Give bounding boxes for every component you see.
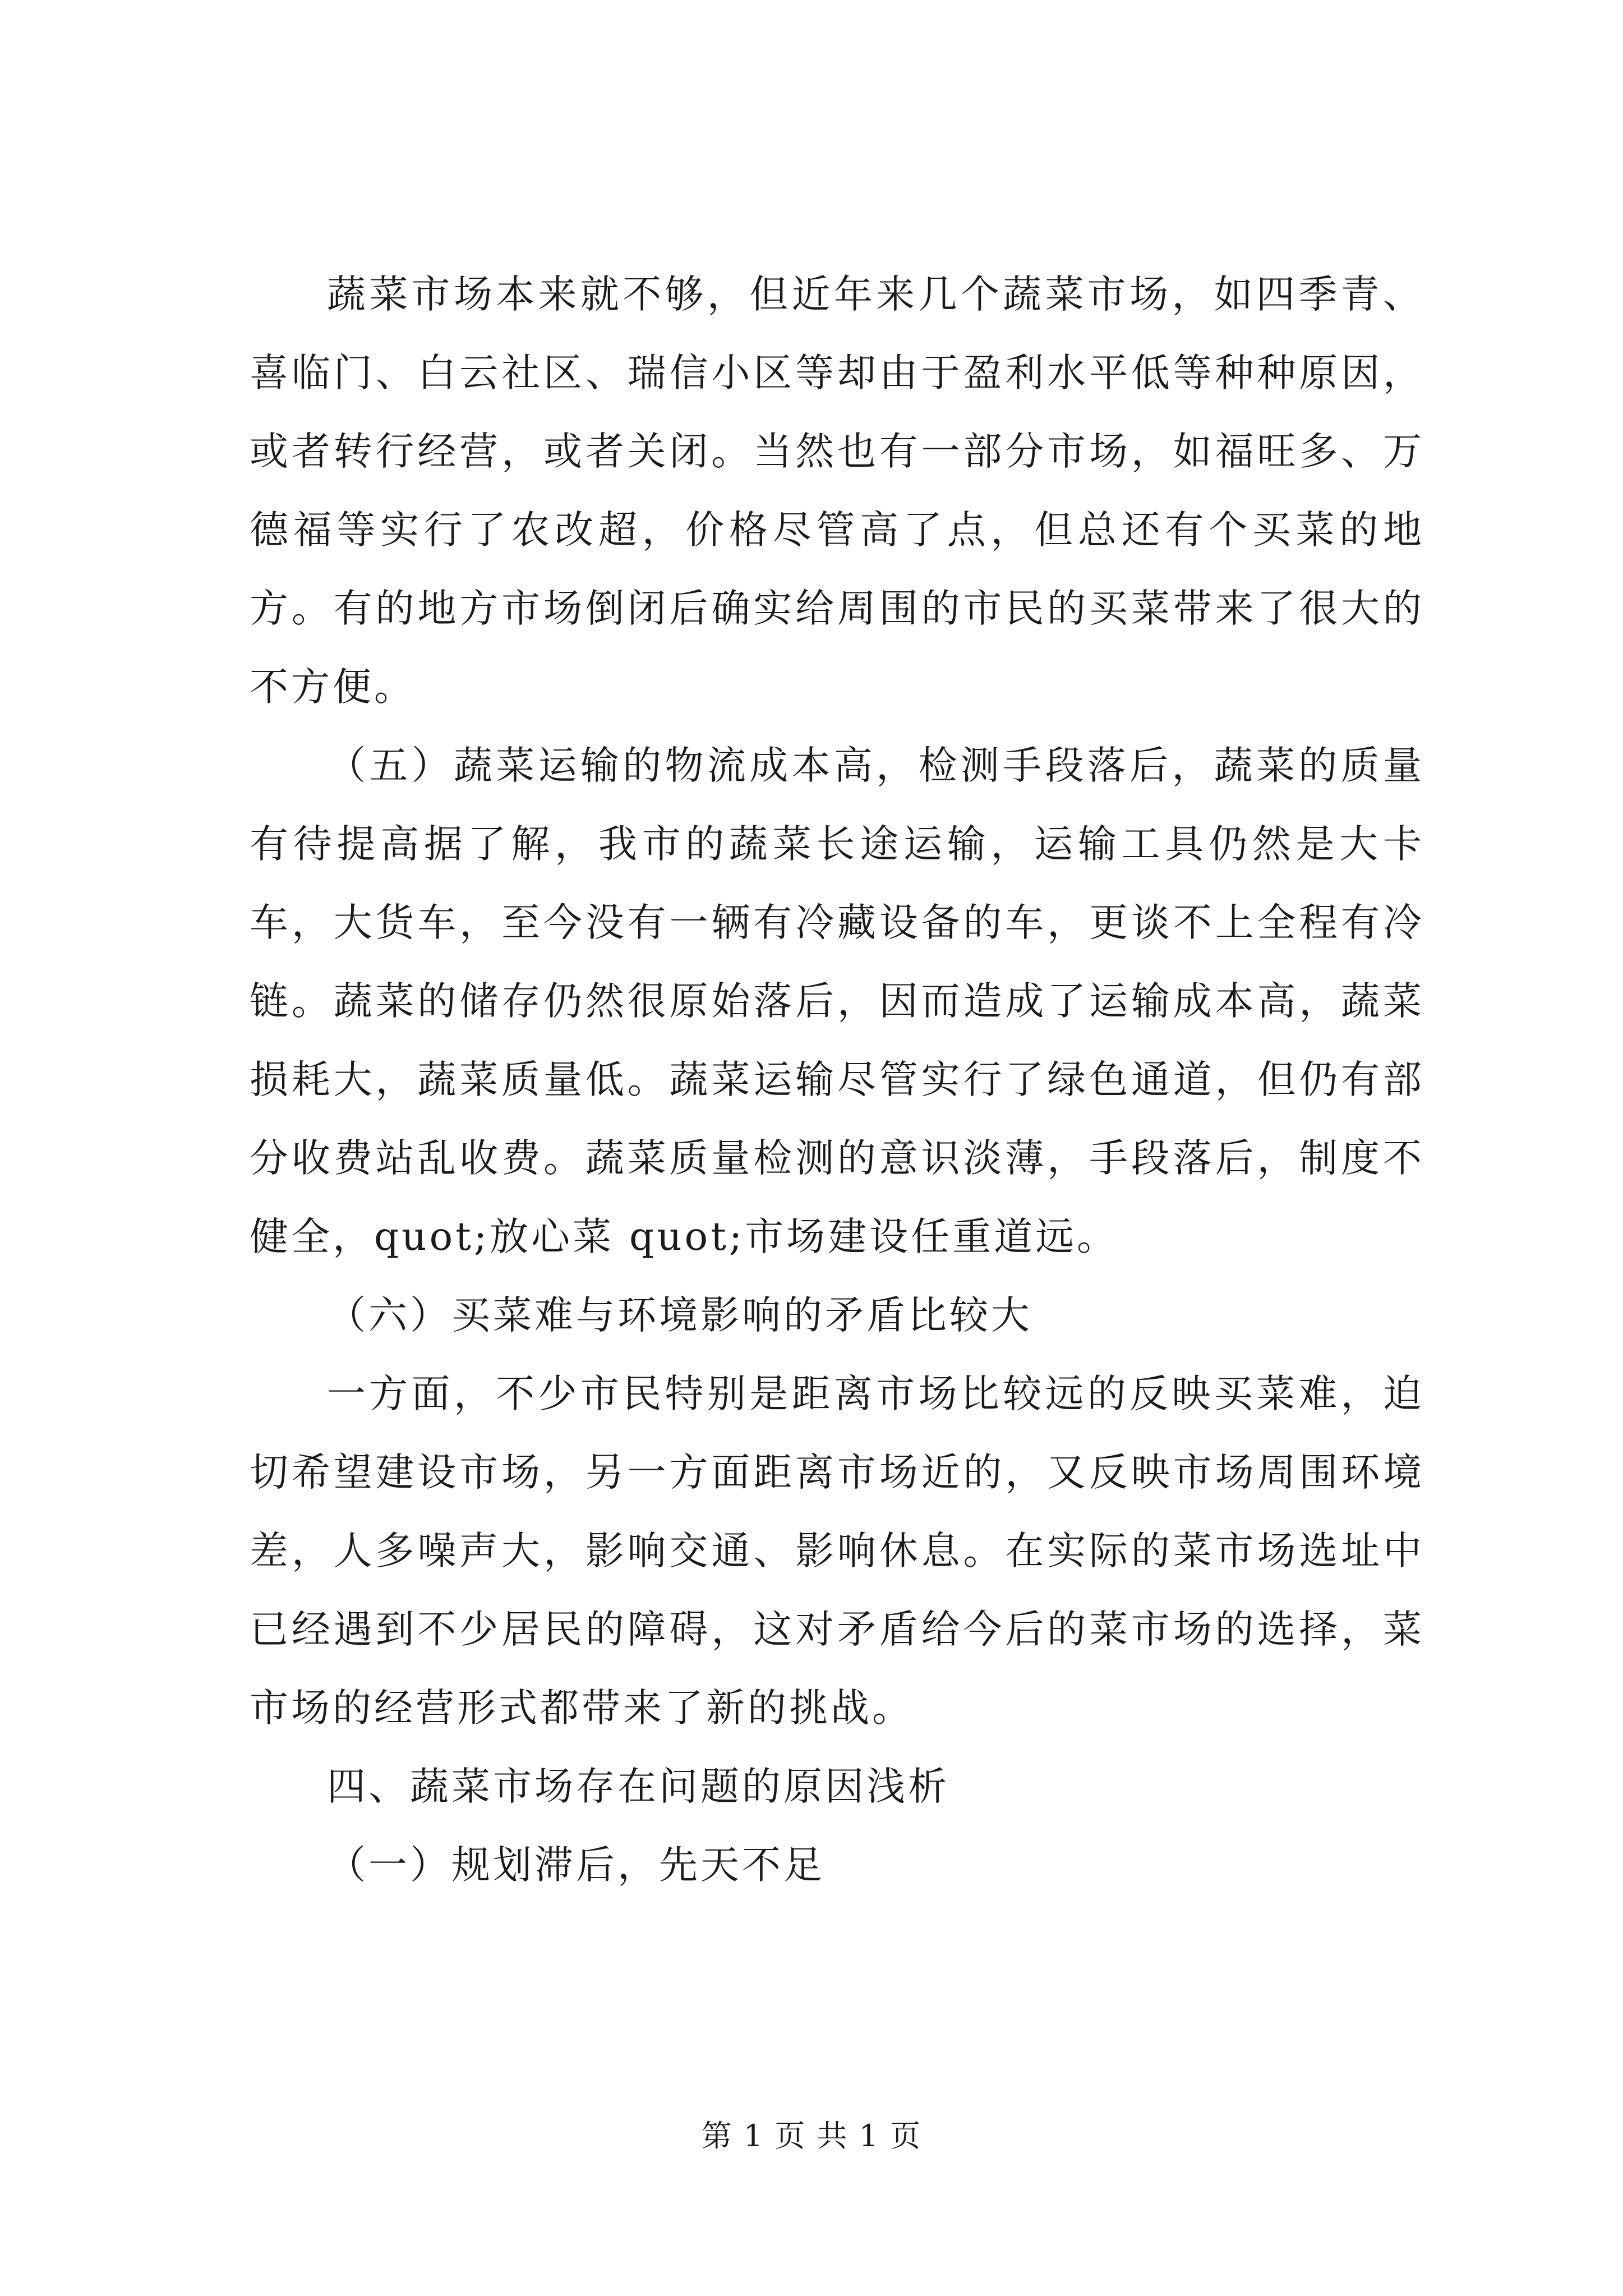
paragraph-vegetable-market-closures: 蔬菜市场本来就不够，但近年来几个蔬菜市场，如四季青、喜临门、白云社区、瑞信小区等却由于盈利水平低等种种原因，或者转行经营，或者关闭。当然也有一部分市场，如福旺多、万德福等实行了农改超，价格尽管高了点，但总还有个买菜的地方。有的地方市场倒闭后确实给周围的市民的买菜带来了很大的不方便。	[250, 272, 1424, 710]
paragraph-logistics-cost: （五）蔬菜运输的物流成本高，检测手段落后，蔬菜的质量有待提高据了解，我市的蔬菜长途运输，运输工具仍然是大卡车，大货车，至今没有一辆有冷藏设备的车，更谈不上全程有冷链。蔬菜的储存仍然很原始落后，因而造成了运输成本高，蔬菜损耗大，蔬菜质量低。蔬菜运输尽管实行了绿色通道，但仍有部分收费站乱收费。蔬菜质量检测的意识淡薄，手段落后，制度不健全，quot;放心菜 quot;市场建设任重道远。	[250, 743, 1424, 1259]
paragraph-environment-conflict: 一方面，不少市民特别是距离市场比较远的反映买菜难，迫切希望建设市场，另一方面距离市场近的，又反映市场周围环境差，人多噪声大，影响交通、影响休息。在实际的菜市场选址中已经遇到不少居民的障碍，这对矛盾给今后的菜市场的选择，菜市场的经营形式都带来了新的挑战。	[250, 1372, 1424, 1731]
document-body	[250, 255, 1424, 1904]
subheading-buying-difficulty: （六）买菜难与环境影响的矛盾比较大	[327, 1293, 1032, 1338]
section-heading-cause-analysis: 四、蔬菜市场存在问题的原因浅析	[327, 1764, 949, 1809]
subheading-planning-lag: （一）规划滞后，先天不足	[327, 1843, 825, 1888]
page-footer: 第 1 页 共 1 页	[701, 2118, 922, 2154]
